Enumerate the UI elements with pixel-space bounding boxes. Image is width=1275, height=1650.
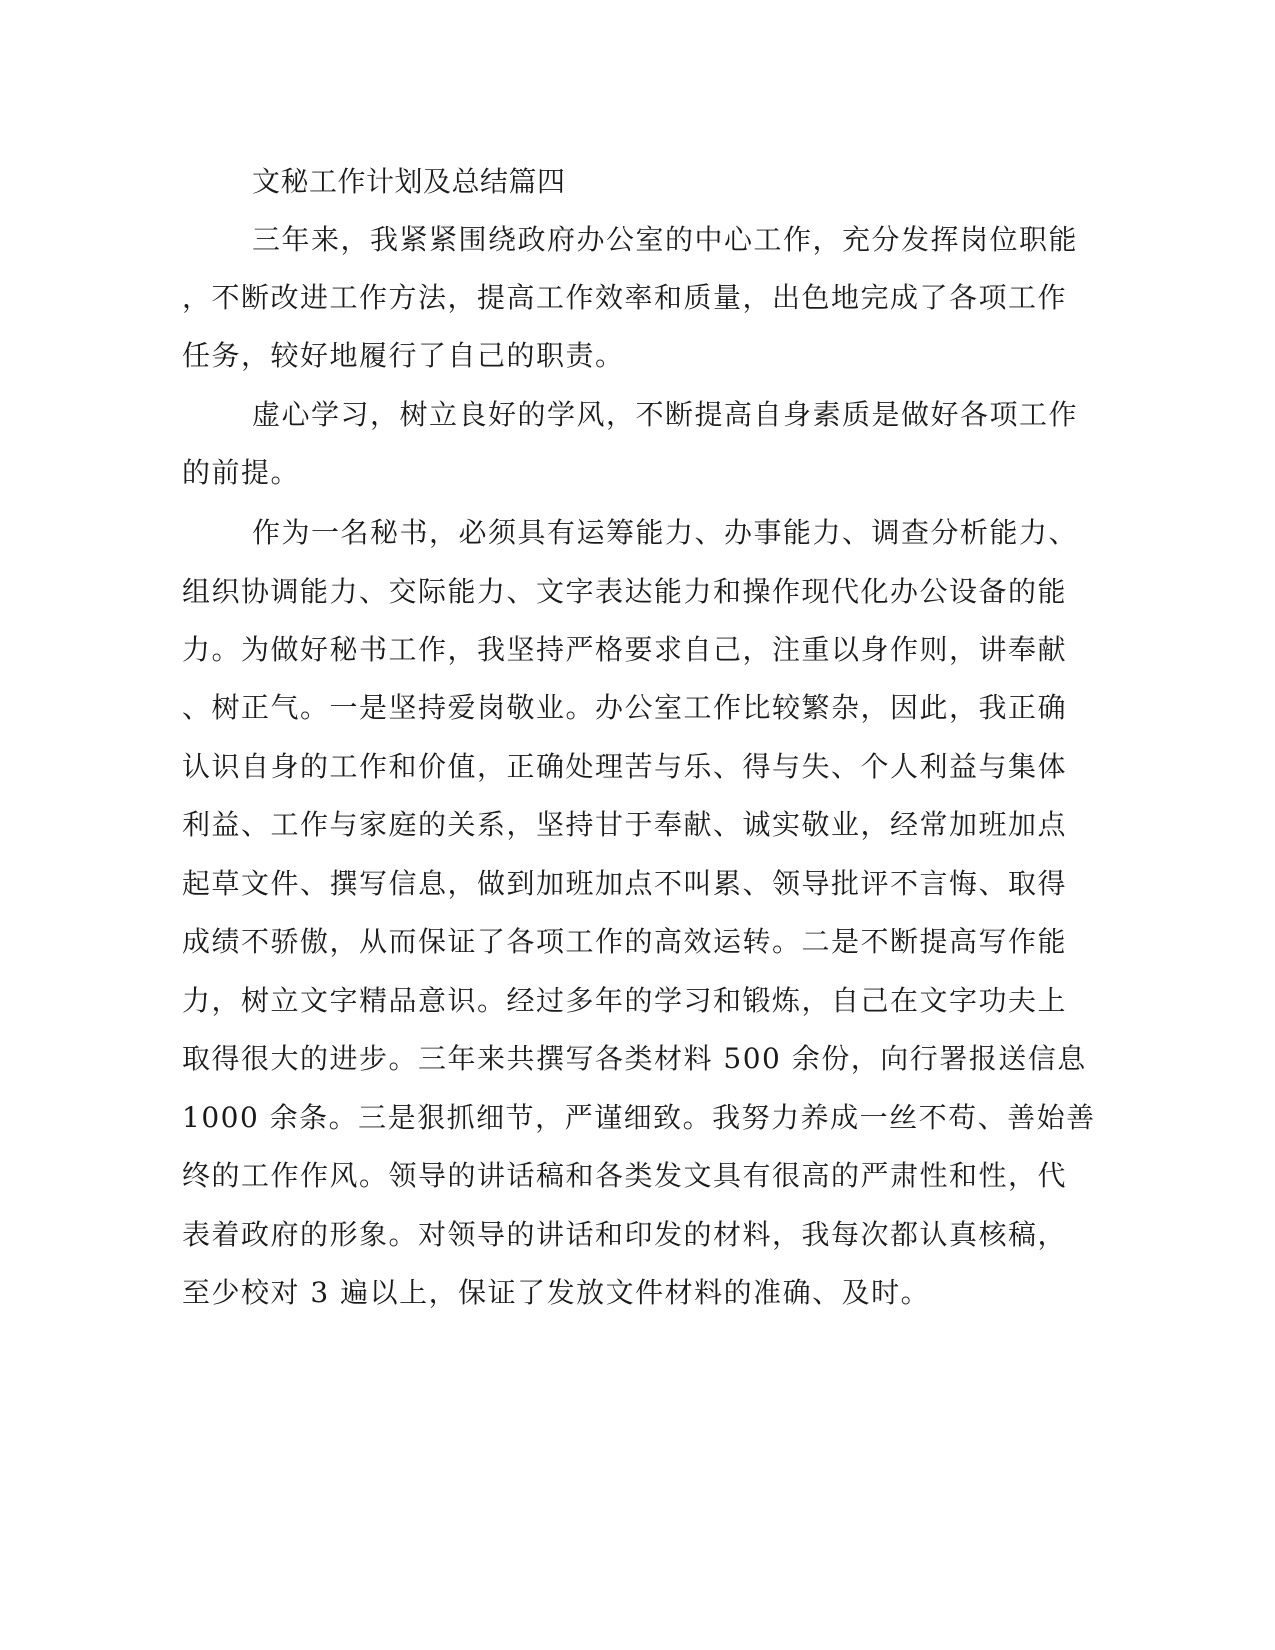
paragraph-2-line-1: 虚心学习，树立良好的学风，不断提高自身素质是做好各项工作: [252, 398, 1079, 431]
paragraph-3-line-14: 至少校对 3 遍以上，保证了发放文件材料的准确、及时。: [182, 1276, 931, 1309]
paragraph-3-line-10: 取得很大的进步。三年来共撰写各类材料 500 余份，向行署报送信息: [182, 1042, 1087, 1075]
paragraph-3-line-3: 力。为做好秘书工作，我坚持严格要求自己，注重以身作则，讲奉献: [182, 633, 1068, 666]
paragraph-3-line-11: 1000 余条。三是狠抓细节，严谨细致。我努力养成一丝不苟、善始善: [182, 1101, 1096, 1134]
paragraph-1-line-3: 任务，较好地履行了自己的职责。: [182, 339, 625, 372]
paragraph-3-line-5: 认识自身的工作和价值，正确处理苦与乐、得与失、个人利益与集体: [182, 750, 1068, 783]
paragraph-1-line-1: 三年来，我紧紧围绕政府办公室的中心工作，充分发挥岗位职能: [252, 223, 1079, 256]
paragraph-3-line-12: 终的工作作风。领导的讲话稿和各类发文具有很高的严肃性和性，代: [182, 1159, 1068, 1192]
paragraph-3-line-7: 起草文件、撰写信息，做到加班加点不叫累、领导批评不言悔、取得: [182, 867, 1068, 900]
paragraph-3-line-8: 成绩不骄傲，从而保证了各项工作的高效运转。二是不断提高写作能: [182, 925, 1068, 958]
paragraph-3-line-1: 作为一名秘书，必须具有运筹能力、办事能力、调查分析能力、: [252, 516, 1079, 549]
paragraph-3-line-9: 力，树立文字精品意识。经过多年的学习和锻炼，自己在文字功夫上: [182, 984, 1068, 1017]
paragraph-2-line-2: 的前提。: [182, 456, 301, 489]
paragraph-3-line-13: 表着政府的形象。对领导的讲话和印发的材料，我每次都认真核稿，: [182, 1218, 1068, 1251]
paragraph-1-line-2: ，不断改进工作方法，提高工作效率和质量，出色地完成了各项工作: [182, 281, 1068, 314]
paragraph-3-line-2: 组织协调能力、交际能力、文字表达能力和操作现代化办公设备的能: [182, 575, 1068, 608]
paragraph-3-line-6: 利益、工作与家庭的关系，坚持甘于奉献、诚实敬业，经常加班加点: [182, 808, 1068, 841]
paragraph-3-line-4: 、树正气。一是坚持爱岗敬业。办公室工作比较繁杂，因此，我正确: [182, 691, 1068, 724]
document-title: 文秘工作计划及总结篇四: [252, 165, 566, 198]
